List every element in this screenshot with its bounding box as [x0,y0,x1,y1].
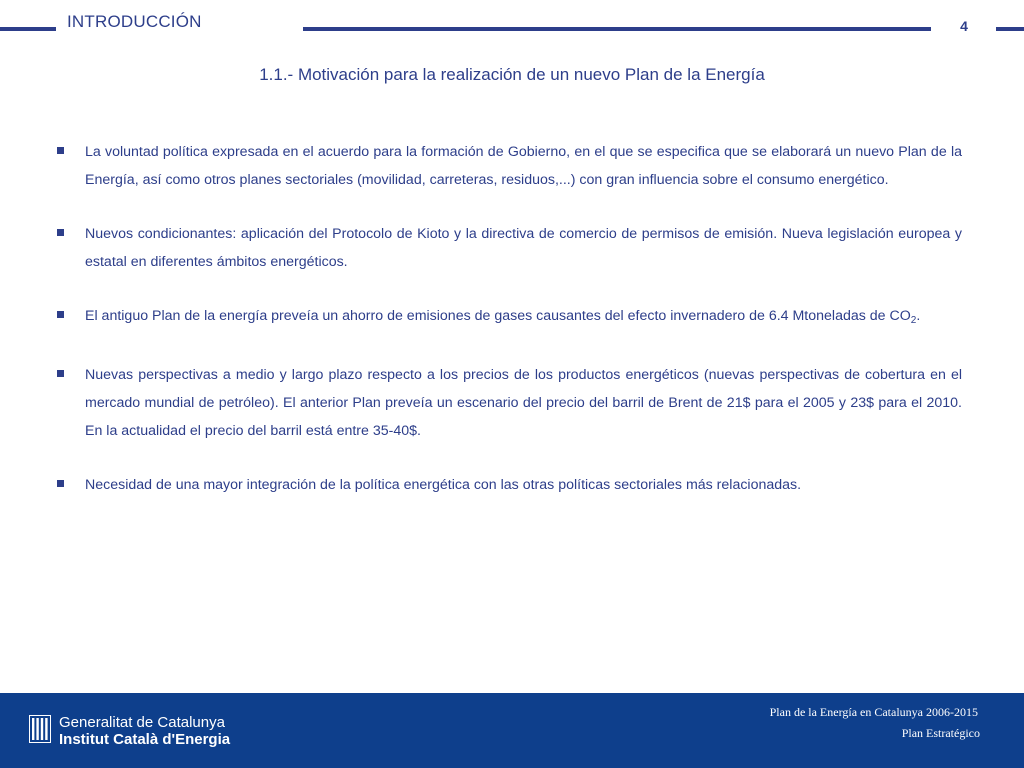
bullet-item-1 [56,138,962,194]
bullet-item-3 [56,302,962,335]
header-rule-right [996,27,1024,31]
logo-text-institut: Institut Català d'Energia [59,731,231,748]
square-bullet-icon [57,311,64,318]
bullet-list [56,138,962,525]
footer-bar [0,693,1024,768]
header-rule-center [303,27,931,31]
slide-heading: 1.1.- Motivación para la realización de un nuevo Plan de la Energía [259,65,765,84]
bullet-text-2: Nuevos condicionantes: aplicación del Protocolo de Kioto y la directiva de comercio de permisos de emisión. Nueva legislación europea y estatal en diferentes ámbitos energéticos. [85,226,962,270]
logo-text-generalitat: Generalitat de Catalunya [59,714,225,731]
square-bullet-icon [57,147,64,154]
bullet-text-3: El antiguo Plan de la energía preveía un ahorro de emisiones de gases causantes del efecto invernadero de 6.4 Mtoneladas de CO [85,308,911,324]
square-bullet-icon [57,370,64,377]
bullet-item-4 [56,361,962,445]
page-number: 4 [960,18,968,34]
bullet-text-1: La voluntad política expresada en el acuerdo para la formación de Gobierno, en el que se especifica que se elaborará un nuevo Plan de la Energía, así como otros planes sectoriales (movilidad, carreteras, residuos,...) con gran influencia sobre el consumo energético. [85,144,962,188]
footer-title: Plan de la Energía en Catalunya 2006-2015 [769,705,978,719]
bullet-text-5: Necesidad de una mayor integración de la política energética con las otras políticas sectoriales más relacionadas. [85,477,802,493]
bullet-text-4: Nuevas perspectivas a medio y largo plazo respecto a los precios de los productos energéticos (nuevas perspectivas de cobertura en el mercado mundial de petróleo). El anterior Plan preveía un escenario del precio del barril de Brent de 21$ para el 2005 y 23$ para el 2010. En la actualidad el precio del barril está entre 35-40$. [85,367,962,439]
bullet-text-3-suffix: . [916,308,921,324]
bullet-item-5 [56,471,962,499]
footer-subtitle: Plan Estratégico [901,726,980,740]
bullet-item-2 [56,220,962,276]
generalitat-emblem-icon [29,715,51,743]
square-bullet-icon [57,229,64,236]
square-bullet-icon [57,480,64,487]
header-rule-left [0,27,56,31]
co2-subscript: 2 [910,315,917,326]
section-title: INTRODUCCIÓN [67,12,202,31]
